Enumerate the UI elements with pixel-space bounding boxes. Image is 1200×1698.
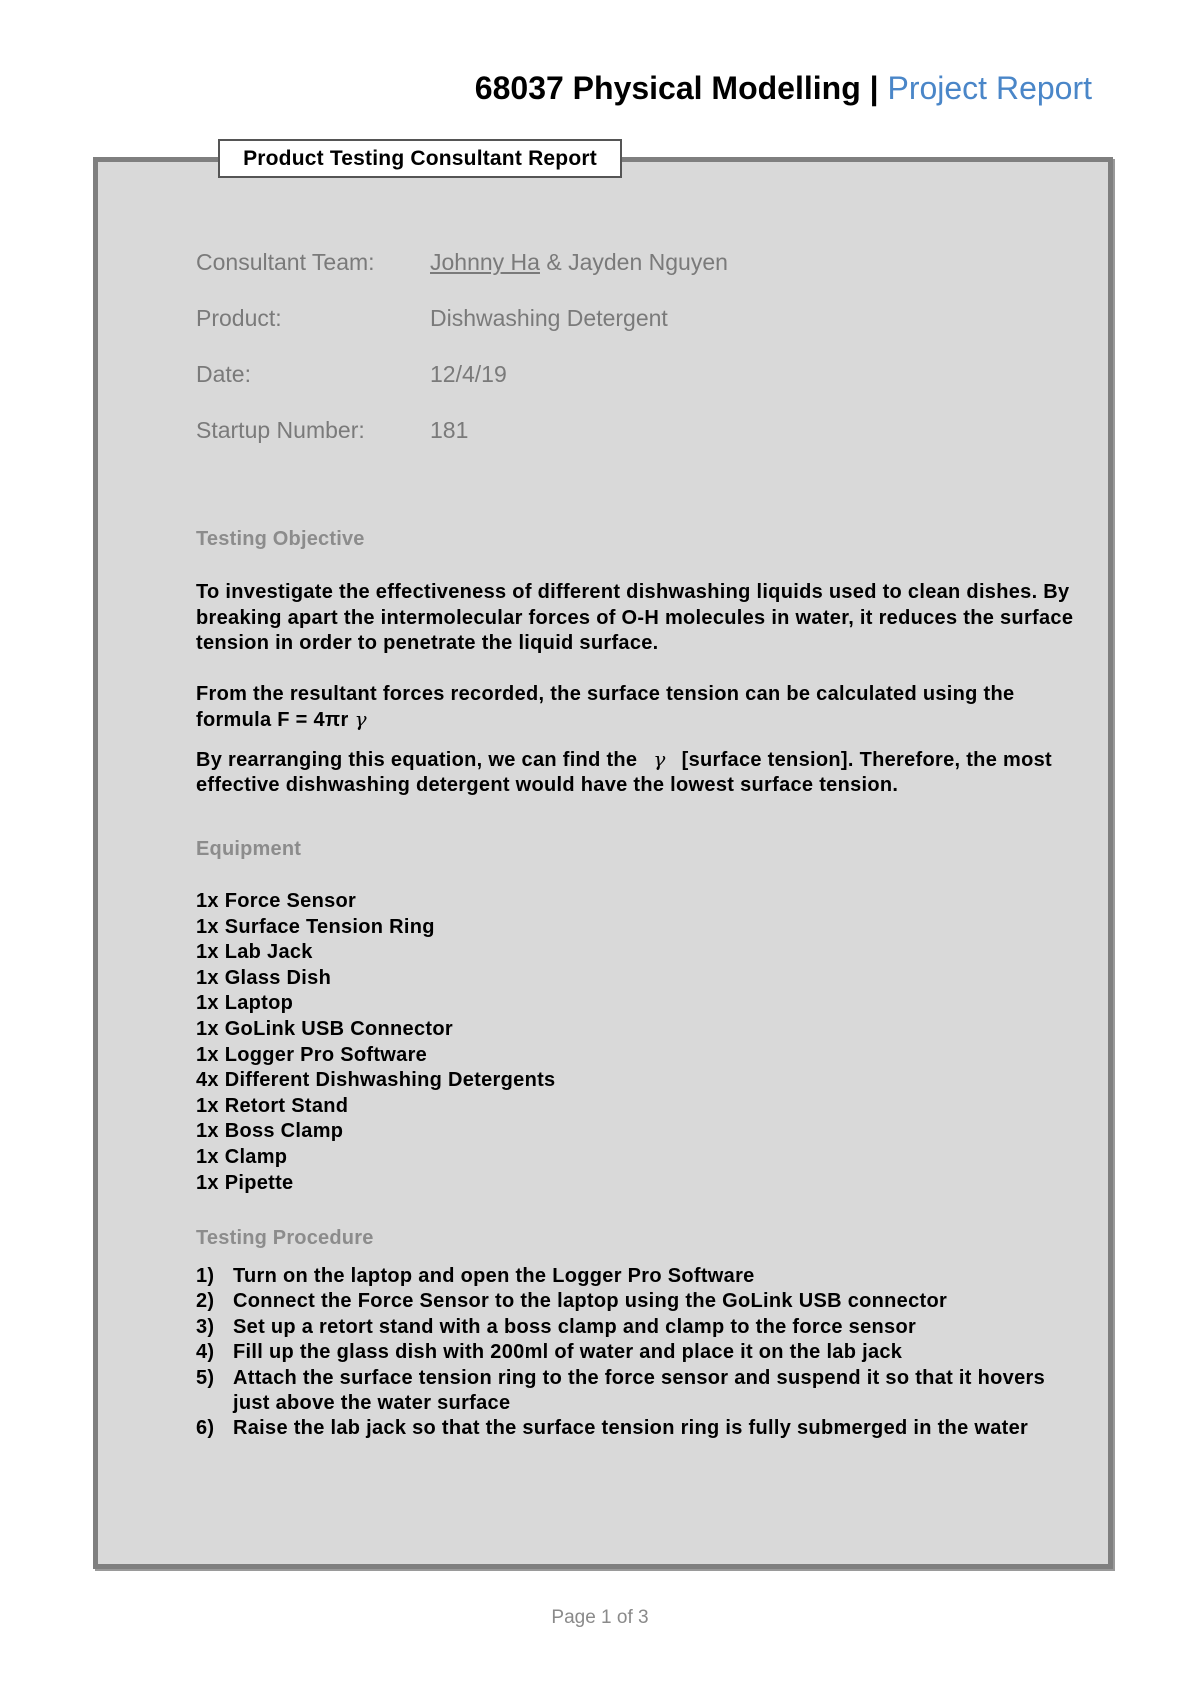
info-row-date [196,357,728,413]
equipment-heading: Equipment [196,838,302,860]
product-label: Product: [196,305,282,331]
report-title: Project Report [887,70,1092,106]
step-number: 6) [196,1417,215,1440]
team-member-1: Johnny Ha [430,249,540,275]
step-text: Turn on the laptop and open the Logger Pro Software [233,1265,755,1287]
objective-paragraph-3 [196,747,1076,799]
equipment-item: 1x Laptop [196,992,294,1015]
procedure-step [196,1366,1076,1417]
procedure-section [196,1264,1076,1442]
step-text: Connect the Force Sensor to the laptop using the GoLink USB connector [233,1290,948,1313]
objective-paragraph-2 [196,682,1076,734]
page-number: Page 1 of 3 [551,1607,649,1628]
equipment-list [196,889,1076,1196]
date-label: Date: [196,361,251,387]
objective-section [196,580,1076,799]
objective-heading: Testing Objective [196,528,365,550]
equipment-item: 1x GoLink USB Connector [196,1017,453,1040]
rearrange-text: By rearranging this equation, we can find the [196,748,638,771]
step-number: 4) [196,1341,215,1364]
step-number: 5) [196,1366,215,1389]
team-value [430,245,728,301]
info-row-product [196,301,728,357]
equipment-item: 1x Surface Tension Ring [196,915,435,938]
info-row-team [196,245,728,301]
document-header [475,70,1092,107]
team-joiner: & [539,249,569,275]
equipment-item: 1x Clamp [196,1145,288,1168]
product-value: Dishwashing Detergent [430,305,668,331]
step-text: Raise the lab jack so that the surface tension ring is fully submerged in the water [233,1417,1029,1440]
startup-label: Startup Number: [196,417,365,443]
team-label: Consultant Team: [196,249,375,275]
equipment-item: 1x Pipette [196,1171,294,1194]
procedure-step [196,1289,1076,1314]
course-title: 68037 Physical Modelling [474,70,861,106]
step-number: 2) [196,1290,215,1313]
procedure-step [196,1315,1076,1340]
equipment-item: 1x Glass Dish [196,966,332,989]
surface-tension-text: [surface tension]. Therefore, the most effective dishwashing detergent would have the lowest surface tension. [196,748,1052,796]
equipment-item: 1x Force Sensor [196,890,357,912]
procedure-step [196,1416,1076,1441]
equipment-item: 1x Retort Stand [196,1094,349,1117]
step-text: Attach the surface tension ring to the force sensor and suspend it so that it hovers just above the water surface [233,1366,1045,1415]
procedure-heading: Testing Procedure [196,1227,374,1249]
procedure-step [196,1340,1076,1365]
equipment-item: 1x Logger Pro Software [196,1043,428,1066]
step-text: Fill up the glass dish with 200ml of water and place it on the lab jack [233,1341,903,1364]
formula-text: From the resultant forces recorded, the surface tension can be calculated using the formula F = 4πr [196,682,1015,731]
procedure-list [196,1264,1076,1442]
equipment-item: 1x Boss Clamp [196,1120,344,1143]
equipment-item: 1x Lab Jack [196,941,313,964]
info-row-startup [196,413,728,469]
panel-tab-label: Product Testing Consultant Report [218,139,622,178]
info-table [196,245,728,469]
equipment-item: 4x Different Dishwashing Detergents [196,1069,556,1092]
equipment-section [196,889,1076,1196]
header-separator: | [869,70,879,106]
step-number: 1) [196,1265,215,1287]
gamma-symbol: γ [653,746,666,771]
step-text: Set up a retort stand with a boss clamp and clamp to the force sensor [233,1315,917,1338]
step-number: 3) [196,1315,215,1338]
startup-value: 181 [430,417,469,443]
gamma-symbol: γ [354,707,367,731]
team-member-2: Jayden Nguyen [568,249,728,275]
procedure-step [196,1264,1076,1289]
objective-paragraph-1: To investigate the effectiveness of different dishwashing liquids used to clean dishes. By breaking apart the intermolecular forces of O-H molecules in water, it reduces the surface tension in order to penetrate the liquid surface. [196,581,1074,654]
date-value: 12/4/19 [430,361,507,387]
